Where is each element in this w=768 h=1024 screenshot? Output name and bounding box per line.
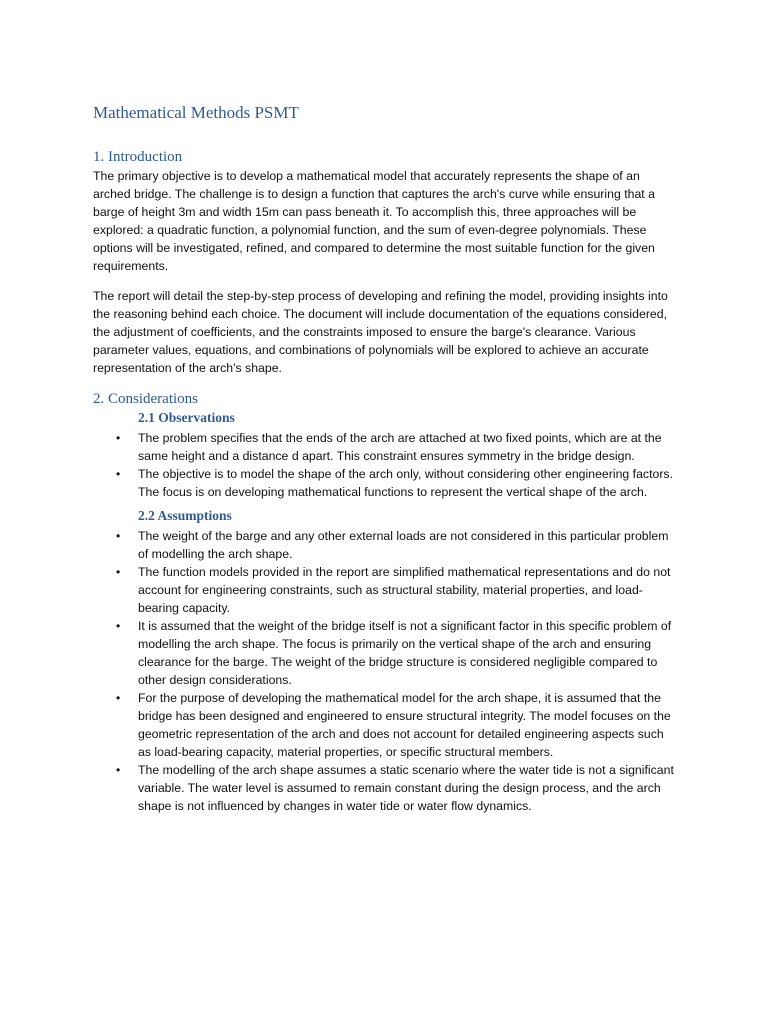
list-item: [93, 689, 678, 761]
list-item-text: It is assumed that the weight of the bridge itself is not a significant factor in this specific problem of modelling the arch shape. The focus is primarily on the vertical shape of the arch and ensuring clearance for the barge. The weight of the bridge structure is considered negligible compared to other design considerations.: [138, 619, 672, 687]
bullet-icon: •: [116, 565, 121, 579]
document-content: [93, 102, 678, 815]
list-item: [93, 761, 678, 815]
introduction-heading: 1. Introduction: [93, 149, 183, 165]
introduction-paragraph: The report will detail the step-by-step process of developing and refining the model, providing insights into the reasoning behind each choice. The document will include documentation of the equations considered, the adjustment of coefficients, and the constraints imposed to ensure the barge's clearance. Various parameter values, equations, and combinations of polynomials will be explored to achieve an accurate representation of the arch's shape.: [93, 289, 668, 375]
list-item-text: For the purpose of developing the mathematical model for the arch shape, it is assumed that the bridge has been designed and engineered to ensure structural integrity. The model focuses on the geometric representation of the arch and does not account for detailed engineering aspects such as load-bearing capacity, material properties, or specific structural members.: [138, 691, 671, 759]
bullet-icon: •: [116, 431, 121, 445]
assumptions-list: [93, 527, 678, 815]
observations-heading: 2.1 Observations: [138, 410, 235, 425]
bullet-icon: •: [116, 467, 121, 481]
list-item: [93, 563, 678, 617]
list-item: [93, 429, 678, 465]
list-item-text: The weight of the barge and any other external loads are not considered in this particular problem of modelling the arch shape.: [138, 529, 669, 561]
bullet-icon: •: [116, 691, 121, 705]
considerations-heading: 2. Considerations: [93, 391, 198, 407]
list-item: [93, 527, 678, 563]
subsection-observations: [93, 409, 678, 501]
document-title: Mathematical Methods PSMT: [93, 103, 299, 122]
list-item-text: The function models provided in the report are simplified mathematical representations and do not account for engineering constraints, such as structural stability, material properties, and load-bearing capacity.: [138, 565, 671, 615]
subsection-assumptions: [93, 507, 678, 815]
list-item-text: The modelling of the arch shape assumes a static scenario where the water tide is not a significant variable. The water level is assumed to remain constant during the design process, and the arch shape is not influenced by changes in water tide or water flow dynamics.: [138, 763, 674, 813]
section-considerations: [93, 389, 678, 815]
section-introduction: [93, 147, 678, 377]
bullet-icon: •: [116, 763, 121, 777]
assumptions-heading: 2.2 Assumptions: [138, 508, 232, 523]
list-item: [93, 465, 678, 501]
list-item-text: The objective is to model the shape of the arch only, without considering other engineering factors. The focus is on developing mathematical functions to represent the vertical shape of the arch.: [138, 467, 673, 499]
list-item-text: The problem specifies that the ends of the arch are attached at two fixed points, which are at the same height and a distance d apart. This constraint ensures symmetry in the bridge design.: [138, 431, 662, 463]
bullet-icon: •: [116, 529, 121, 543]
bullet-icon: •: [116, 619, 121, 633]
list-item: [93, 617, 678, 689]
introduction-paragraph: The primary objective is to develop a mathematical model that accurately represents the shape of an arched bridge. The challenge is to design a function that captures the arch's curve while ensuring that a barge of height 3m and width 15m can pass beneath it. To accomplish this, three approaches will be explored: a quadratic function, a polynomial function, and the sum of even-degree polynomials. These options will be investigated, refined, and compared to determine the most suitable function for the given requirements.: [93, 169, 655, 273]
observations-list: [93, 429, 678, 501]
